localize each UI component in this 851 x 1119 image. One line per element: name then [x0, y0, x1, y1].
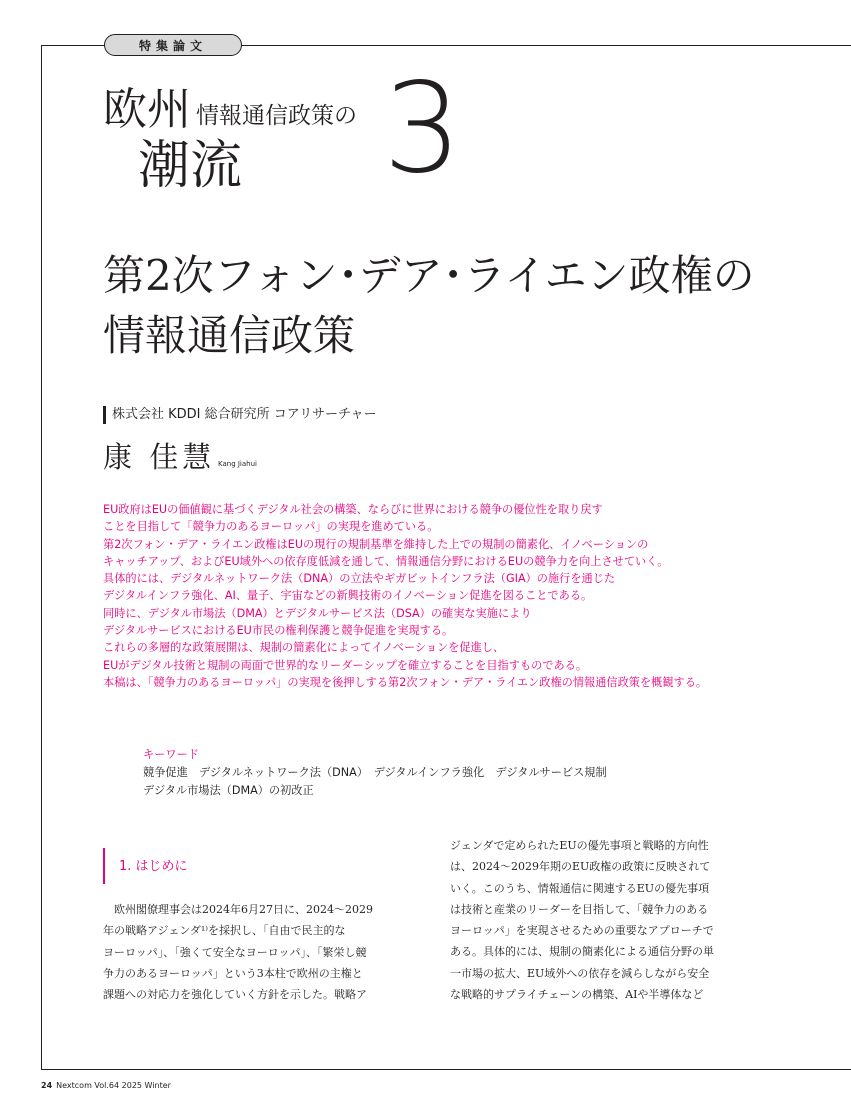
body-line: は、2024～2029年期のEU政権の政策に反映されて	[450, 860, 711, 874]
abstract-line: デジタルインフラ強化、AI、量子、宇宙などの新興技術のイノベーション促進を図ることである。	[103, 589, 593, 603]
author-name: 康 佳慧	[103, 440, 216, 474]
body-line: ある。具体的には、規制の簡素化による通信分野の単	[450, 945, 714, 959]
series-number: 3	[383, 57, 462, 201]
keywords-line: デジタル市場法（DMA）の初改正	[143, 784, 314, 797]
keywords-line: 競争促進 デジタルネットワーク法（DNA） デジタルインフラ強化 デジタルサービス規制	[143, 766, 607, 779]
body-line: 一市場の拡大、EU域外への依存を減らしながら安全	[450, 966, 710, 980]
body-column-left	[103, 899, 373, 1005]
body-line: ヨーロッパ」、「強くて安全なヨーロッパ」、「繁栄し競	[103, 945, 367, 959]
feature-tag: 特集論文	[104, 34, 242, 56]
abstract-line: 本稿は、「競争力のあるヨーロッパ」の実現を後押しする第2次フォン・デア・ライエン政権の情報通信政策を概観する。	[103, 675, 708, 689]
abstract-line: 同時に、デジタル市場法（DMA）とデジタルサービス法（DSA）の確実な実施により	[103, 606, 532, 620]
page-footer	[41, 1081, 171, 1091]
article-title-line1: 第2次フォン･デア･ライエン政権の	[103, 251, 755, 300]
article-title-line2: 情報通信政策	[103, 311, 356, 360]
keywords-label: キーワード	[143, 748, 199, 761]
series-title-policy: 情報通信政策の	[196, 103, 357, 129]
frame-bottom-rule	[41, 1069, 851, 1070]
body-line: 年の戦略アジェンダ¹⁾を採択し、「自由で民主的な	[103, 924, 346, 938]
body-line: 争力のあるヨーロッパ」という3本柱で欧州の主権と	[103, 966, 363, 980]
section-heading: 1. はじめに	[103, 848, 188, 884]
journal-name: Nextcom Vol.64 2025 Winter	[56, 1081, 171, 1090]
abstract-line: ことを目指して「競争力のあるヨーロッパ」の実現を進めている。	[103, 520, 439, 534]
abstract-line: これらの多層的な政策展開は、規制の簡素化によってイノベーションを促進し、	[103, 641, 505, 655]
abstract	[103, 501, 803, 691]
body-line: いく。このうち、情報通信に関連するEUの優先事項	[450, 881, 710, 895]
page-number: 24	[41, 1081, 53, 1090]
series-title-europe: 欧州	[103, 84, 191, 135]
author-affiliation: 株式会社 KDDI 総合研究所 コアリサーチャー	[103, 406, 377, 424]
series-title-trend: 潮流	[138, 136, 243, 196]
abstract-line: EU政府はEUの価値観に基づくデジタル社会の構築、ならびに世界における競争の優位性を取り戻す	[103, 503, 603, 516]
abstract-line: EUがデジタル技術と規制の両面で世界的なリーダーシップを確立することを目指すものである。	[103, 658, 588, 672]
body-line: な戦略的サプライチェーンの構築、AIや半導体など	[450, 988, 704, 1002]
abstract-line: デジタルサービスにおけるEU市民の権利保護と競争促進を実現する。	[103, 624, 454, 638]
body-line: は技術と産業のリーダーを目指して、「競争力のある	[450, 902, 709, 916]
body-line: 欧州閣僚理事会は2024年6月27日に、2024～2029	[103, 903, 373, 916]
body-line: 課題への対応力を強化していく方針を示した。戦略ア	[103, 988, 367, 1002]
body-line: ヨーロッパ」を実現させるための重要なアプローチで	[450, 924, 714, 938]
abstract-line: キャッチアップ、およびEU域外への依存度低減を通して、情報通信分野におけるEUの競争力を向上させていく。	[103, 554, 669, 568]
frame-left-rule	[41, 45, 42, 1070]
abstract-line: 具体的には、デジタルネットワーク法（DNA）の立法やギガビットインフラ法（GIA）の施行を通じた	[103, 572, 616, 586]
body-line: ジェンダで定められたEUの優先事項と戦略的方向性	[450, 839, 709, 852]
author-name-romanized: Kang Jiahui	[218, 460, 257, 468]
abstract-line: 第2次フォン・デア・ライエン政権はEUの現行の規制基準を維持した上での規制の簡素化、イノベーションの	[103, 537, 649, 551]
body-column-right	[450, 835, 714, 1005]
